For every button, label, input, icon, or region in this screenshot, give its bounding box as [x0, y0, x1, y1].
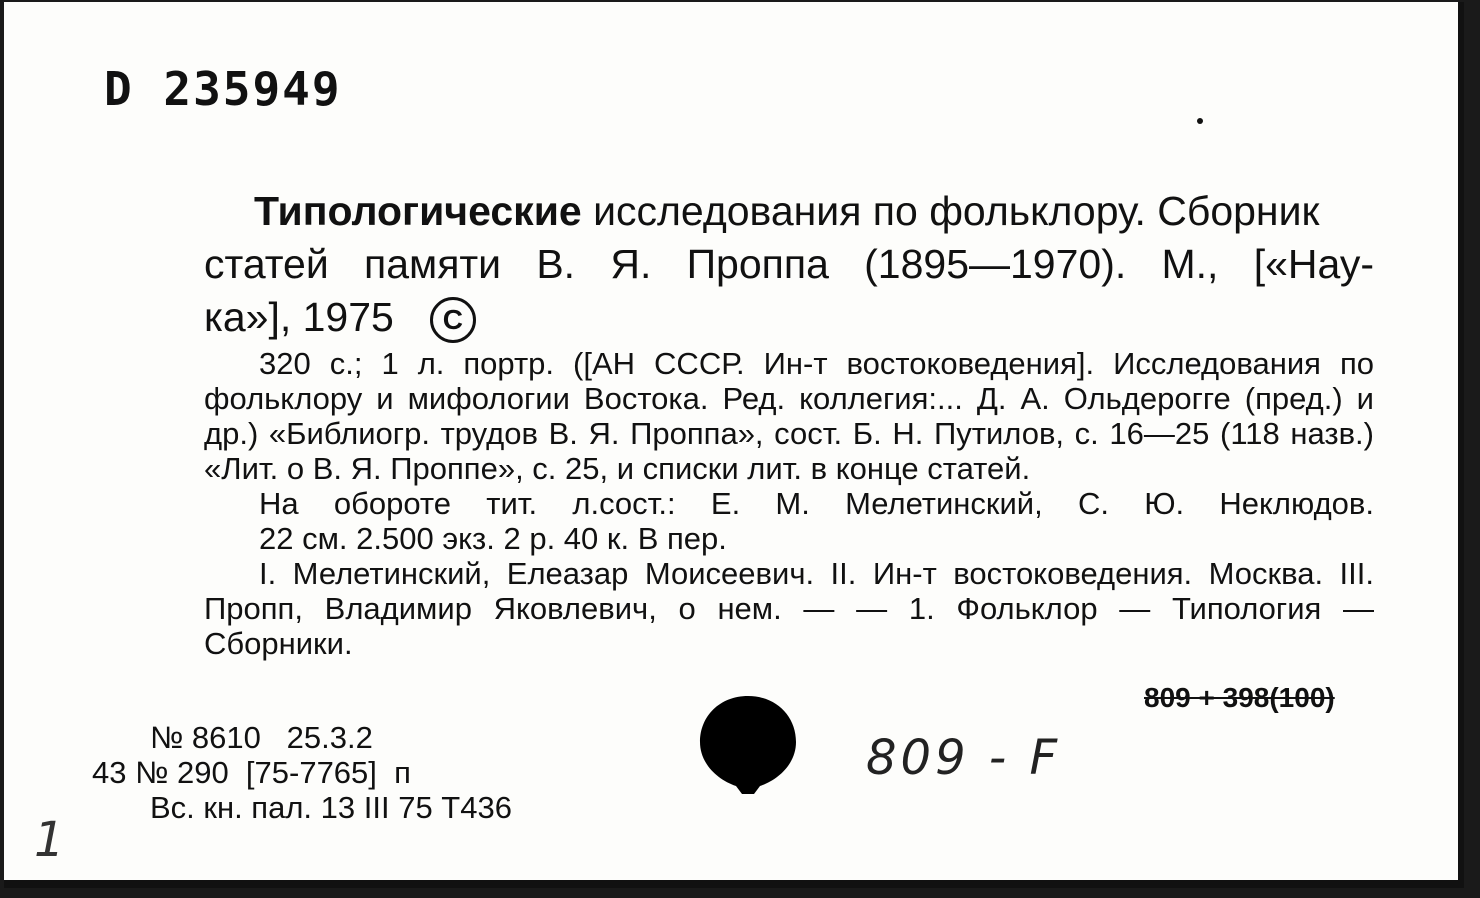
title-line-1-rest: исследования по фольклору. Сборник — [581, 188, 1320, 234]
subject-tracings: I. Мелетинский, Елеазар Моисеевич. II. Ин-т востоковедения. Москва. III. Пропп, Владимир Яковлевич, о нем. — — 1. Фольклор — Типология — Сборники. — [204, 556, 1374, 661]
physical-description: 320 с.; 1 л. портр. ([АН СССР. Ин-т востоковедения]. Исследования по фольклору и мифологии Востока. Ред. коллегия:... Д. А. Ольдерогге (пред.) и др.) «Библиогр. трудов В. Я. Проппа», сост. Б. Н. Путилов, с. 16—25 (118 назв.) «Лит. о В. Я. Проппе», с. 25, и списки лит. в конце статей. — [204, 346, 1374, 486]
bibliographic-title — [204, 185, 1374, 344]
format-price: 22 см. 2.500 экз. 2 р. 40 к. В пер. — [259, 521, 727, 556]
title-line-3: ка»], 1975 — [204, 294, 394, 340]
compilers-note: На обороте тит. л.сост.: Е. М. Мелетинский, С. Ю. Неклюдов. — [259, 486, 1374, 521]
call-number: D 235949 — [104, 62, 342, 116]
handwritten-note: 809 - F — [866, 730, 1062, 786]
card-body — [204, 185, 1374, 661]
card-footer — [92, 720, 512, 825]
title-line-1 — [204, 185, 1374, 238]
footer-line-1: № 8610 25.3.2 — [150, 720, 373, 755]
description — [204, 346, 1374, 661]
footer-line-2: 43 № 290 [75-7765] п — [92, 755, 411, 790]
footer-line-3: Вс. кн. пал. 13 III 75 Т436 — [150, 790, 512, 825]
classification-code: 809 + 398(100) — [1144, 682, 1335, 713]
title-line-2: статей памяти В. Я. Проппа (1895—1970). М., [«Нау- — [204, 241, 1374, 287]
title-lead-word: Типологические — [254, 188, 582, 234]
copyright-icon: C — [430, 297, 476, 343]
ink-dot — [1197, 118, 1203, 124]
punch-hole-icon — [698, 694, 798, 794]
pencil-mark: 1 — [34, 812, 65, 868]
catalog-card — [4, 2, 1464, 888]
